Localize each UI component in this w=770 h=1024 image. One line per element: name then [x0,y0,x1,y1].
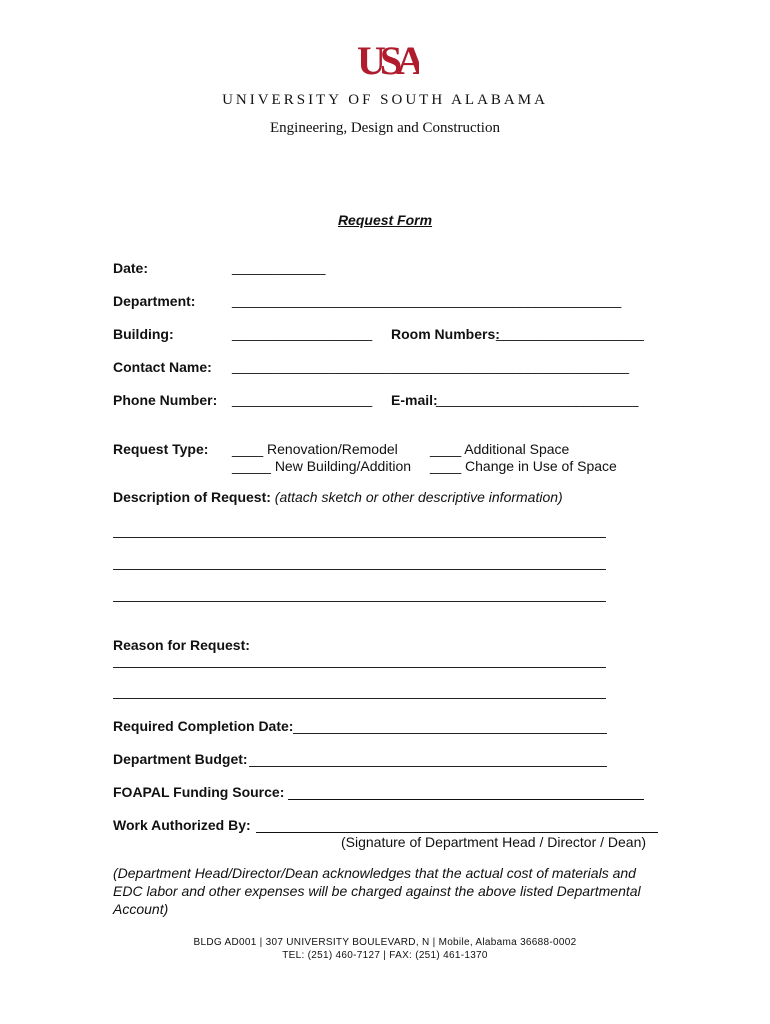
contact-name-field[interactable]: ___________________________________________________ [232,358,630,374]
date-label: Date: [113,260,149,276]
phone-label: Phone Number: [113,392,218,408]
completion-date-label: Required Completion Date: [113,718,294,734]
request-type-change-use[interactable]: ____ Change in Use of Space [430,458,617,474]
authorized-label: Work Authorized By: [113,817,251,833]
acknowledgement-text: (Department Head/Director/Dean acknowledges that the actual cost of materials and EDC labor and other expenses will be charged against the above listed Departmental Account) [113,865,641,917]
request-type-additional-space[interactable]: ____ Additional Space [430,441,570,457]
budget-line[interactable] [249,766,607,767]
description-line-3[interactable] [113,601,606,602]
email-label: E-mail: [391,392,438,408]
email-field[interactable]: __________________________ [436,391,639,407]
contact-name-label: Contact Name: [113,359,212,375]
phone-field[interactable]: __________________ [232,391,373,407]
description-line-1[interactable] [113,537,606,538]
request-type-label: Request Type: [113,441,209,457]
description-hint: (attach sketch or other descriptive information) [274,489,563,505]
reason-label: Reason for Request: [113,637,250,653]
request-type-renovation[interactable]: ____ Renovation/Remodel [232,441,398,457]
form-title: Request Form [337,212,433,228]
department-label: Department: [113,293,196,309]
room-numbers-label: Room Numbers: [391,326,500,342]
reason-line-1[interactable] [113,667,606,668]
date-field[interactable]: ____________ [232,259,326,275]
usa-logo [355,36,419,82]
description-line-2[interactable] [113,569,606,570]
signature-line[interactable] [256,832,658,833]
reason-line-2[interactable] [113,698,606,699]
footer-address: BLDG AD001 | 307 UNIVERSITY BOULEVARD, N | Mobile, Alabama 36688-0002 [193,937,577,948]
request-type-new-building[interactable]: _____ New Building/Addition [232,458,412,474]
building-field[interactable]: __________________ [232,325,373,341]
department-field[interactable]: __________________________________________________ [232,292,622,308]
room-numbers-field[interactable]: ___________________ [496,325,644,341]
building-label: Building: [113,326,174,342]
description-heading [113,489,563,505]
university-name: UNIVERSITY OF SOUTH ALABAMA [222,92,548,108]
footer-contact: TEL: (251) 460-7127 | FAX: (251) 461-1370 [282,950,488,961]
logo-text: USA [357,38,419,82]
description-label: Description of Request: [113,489,271,505]
department-heading: Engineering, Design and Construction [270,120,500,136]
completion-date-line[interactable] [293,733,607,734]
foapal-line[interactable] [288,799,644,800]
signature-caption: (Signature of Department Head / Director / Dean) [341,834,647,850]
budget-label: Department Budget: [113,751,248,767]
foapal-label: FOAPAL Funding Source: [113,784,285,800]
